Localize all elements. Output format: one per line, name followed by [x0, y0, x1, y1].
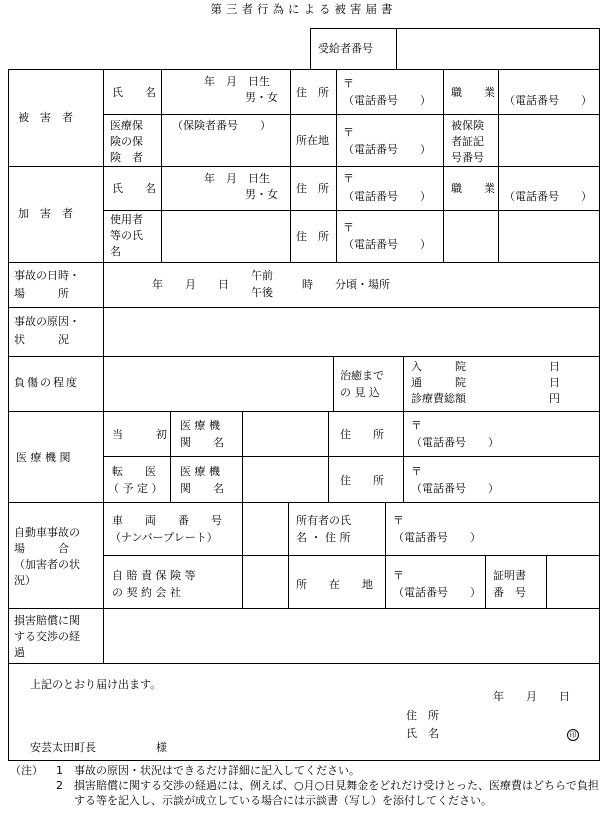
negotiation-label-3: 過	[14, 646, 25, 659]
cause-label-2: 状 況	[14, 333, 69, 346]
vehicle-number-label-2: （ナンバープレート）	[110, 531, 218, 544]
insurance-postal: 〒	[393, 569, 404, 582]
medical-transfer-label-2: （ 予 定 ）	[108, 482, 163, 495]
medical-postal-2: 〒	[411, 465, 422, 478]
victim-cert-label-2: 者証記	[451, 135, 484, 148]
victim-insurer-phone: （電話番号 ）	[343, 143, 431, 156]
insurance-location-label: 所 在 地	[296, 578, 373, 591]
victim-insurer-label-1: 医療保	[110, 119, 143, 132]
victim-name-label: 氏 名	[112, 86, 156, 99]
insurance-company-label-1: 自 賠 責 保 険 等	[112, 569, 196, 582]
medical-inst-label-1: 医 療 機	[180, 419, 220, 432]
victim-insurer-postal: 〒	[343, 126, 354, 139]
offender-employer-label-2: 等の氏	[110, 229, 143, 242]
offender-employer-postal: 〒	[343, 221, 354, 234]
offender-employer-label-1: 使用者	[110, 213, 143, 226]
receiver-number-label: 受給者番号	[318, 42, 373, 55]
notes	[10, 763, 600, 808]
medical-inst-label-3: 医 療 機	[180, 465, 220, 478]
certificate-number-label-1: 証明書	[493, 569, 526, 582]
total-medical-cost-label: 診療費総額	[411, 392, 466, 405]
victim-section-label: 被 害 者	[18, 111, 73, 124]
medical-transfer-label-1: 転 医	[112, 465, 156, 478]
medical-section-label: 医 療 機 関	[16, 451, 71, 464]
notes-prefix: （注）	[10, 764, 43, 777]
offender-postal: 〒	[343, 172, 354, 185]
accident-time-place: 時 分頃・場所	[302, 278, 390, 291]
offender-dob: 年 月 日生	[204, 172, 270, 185]
offender-employer-label-3: 名	[110, 245, 121, 258]
addressee: 安芸太田町長	[30, 741, 96, 754]
auto-label-2: 場 合	[14, 542, 69, 555]
victim-cert-label-3: 号番号	[451, 151, 484, 164]
owner-label-2: 名 ・ 住 所	[296, 531, 351, 544]
accident-time-label-1: 事故の日時・	[14, 269, 80, 282]
offender-occupation-phone: （電話番号 ）	[504, 190, 592, 203]
form-title: 第三者行為による被害届書	[210, 2, 397, 16]
victim-sex: 男・女	[245, 91, 278, 104]
victim-postal: 〒	[343, 77, 354, 90]
accident-time-label-2: 場 所	[14, 287, 69, 300]
victim-phone: （電話番号 ）	[343, 94, 431, 107]
offender-section-label: 加 害 者	[18, 207, 73, 220]
receiver-number-field[interactable]	[400, 30, 596, 68]
auto-label-1: 自動車事故の	[14, 526, 80, 539]
offender-employer-phone: （電話番号 ）	[343, 238, 431, 251]
victim-address-label: 住 所	[296, 86, 329, 99]
auto-label-4: 況）	[14, 574, 36, 587]
victim-occupation-label: 職 業	[451, 86, 495, 99]
note-number-2: 2	[56, 779, 63, 792]
medical-phone-2: （電話番号 ）	[411, 482, 499, 495]
hospitalization-label: 入 院	[411, 360, 466, 373]
medical-phone-1: （電話番号 ）	[411, 436, 499, 449]
negotiation-label-1: 損害賠償に関	[14, 614, 80, 627]
declarant-address-label: 住 所	[406, 709, 439, 722]
total-medical-cost-unit: 円	[549, 392, 560, 405]
medical-inst-label-4: 関 名	[180, 482, 224, 495]
note-number-1: 1	[56, 764, 63, 777]
victim-cert-label-1: 被保険	[451, 119, 484, 132]
hospitalization-days-unit: 日	[549, 360, 560, 373]
medical-address-label-1: 住 所	[340, 428, 384, 441]
offender-employer-address-label: 住 所	[296, 230, 329, 243]
offender-name-label: 氏 名	[112, 182, 156, 195]
cause-label-1: 事故の原因・	[14, 315, 80, 328]
declaration-text: 上記のとおり届け出ます。	[30, 678, 162, 691]
victim-insurer-location-label: 所在地	[296, 134, 329, 147]
medical-address-label-2: 住 所	[340, 474, 384, 487]
negotiation-label-2: する交渉の経	[14, 630, 80, 643]
victim-insurer-label-3: 険 者	[110, 151, 143, 164]
accident-date: 年 月 日	[152, 278, 229, 291]
injury-label: 負傷の程度	[14, 376, 79, 389]
declaration-date: 年 月 日	[493, 690, 570, 703]
medical-inst-label-2: 関 名	[180, 436, 224, 449]
insurance-company-label-2: の 契 約 会 社	[112, 586, 181, 599]
recovery-estimate-label-1: 治癒まで	[340, 369, 384, 382]
declarant-name-label: 氏 名	[406, 727, 439, 740]
addressee-honorific: 様	[156, 741, 167, 754]
offender-address-label: 住 所	[296, 182, 329, 195]
outpatient-label: 通 院	[411, 376, 466, 389]
outpatient-days-unit: 日	[549, 376, 560, 389]
victim-insurer-label-2: 険の保	[110, 135, 143, 148]
owner-label-1: 所有者の氏	[296, 514, 351, 527]
note-text-1: 事故の原因・状況はできるだけ詳細に記入してください。	[74, 764, 360, 777]
owner-postal: 〒	[393, 514, 404, 527]
vehicle-number-label-1: 車 両 番 号	[112, 514, 222, 527]
insurance-phone: （電話番号 ）	[393, 586, 481, 599]
victim-insurer-number: （保険者番号 ）	[172, 119, 271, 132]
offender-phone: （電話番号 ）	[343, 190, 431, 203]
owner-phone: （電話番号 ）	[393, 531, 481, 544]
victim-dob: 年 月 日生	[204, 75, 270, 88]
recovery-estimate-label-2: の 見 込	[340, 386, 380, 399]
auto-label-3: （加害者の状	[14, 558, 80, 571]
accident-pm: 午後	[251, 286, 273, 299]
offender-sex: 男・女	[245, 188, 278, 201]
accident-am: 午前	[251, 269, 273, 282]
certificate-number-label-2: 番 号	[493, 586, 526, 599]
note-text-2: 損害賠償に関する交渉の経過には、例えば、○月○日見舞金をどれだけ受けとった、医療費はどちらで負担する等を記入し、示談が成立している場合には示談書（写し）を添付してください。	[74, 779, 599, 807]
victim-occupation-phone: （電話番号 ）	[504, 94, 592, 107]
seal-icon: 印	[567, 727, 579, 741]
offender-occupation-label: 職 業	[451, 182, 495, 195]
medical-initial-label: 当 初	[112, 428, 167, 441]
medical-postal-1: 〒	[411, 419, 422, 432]
